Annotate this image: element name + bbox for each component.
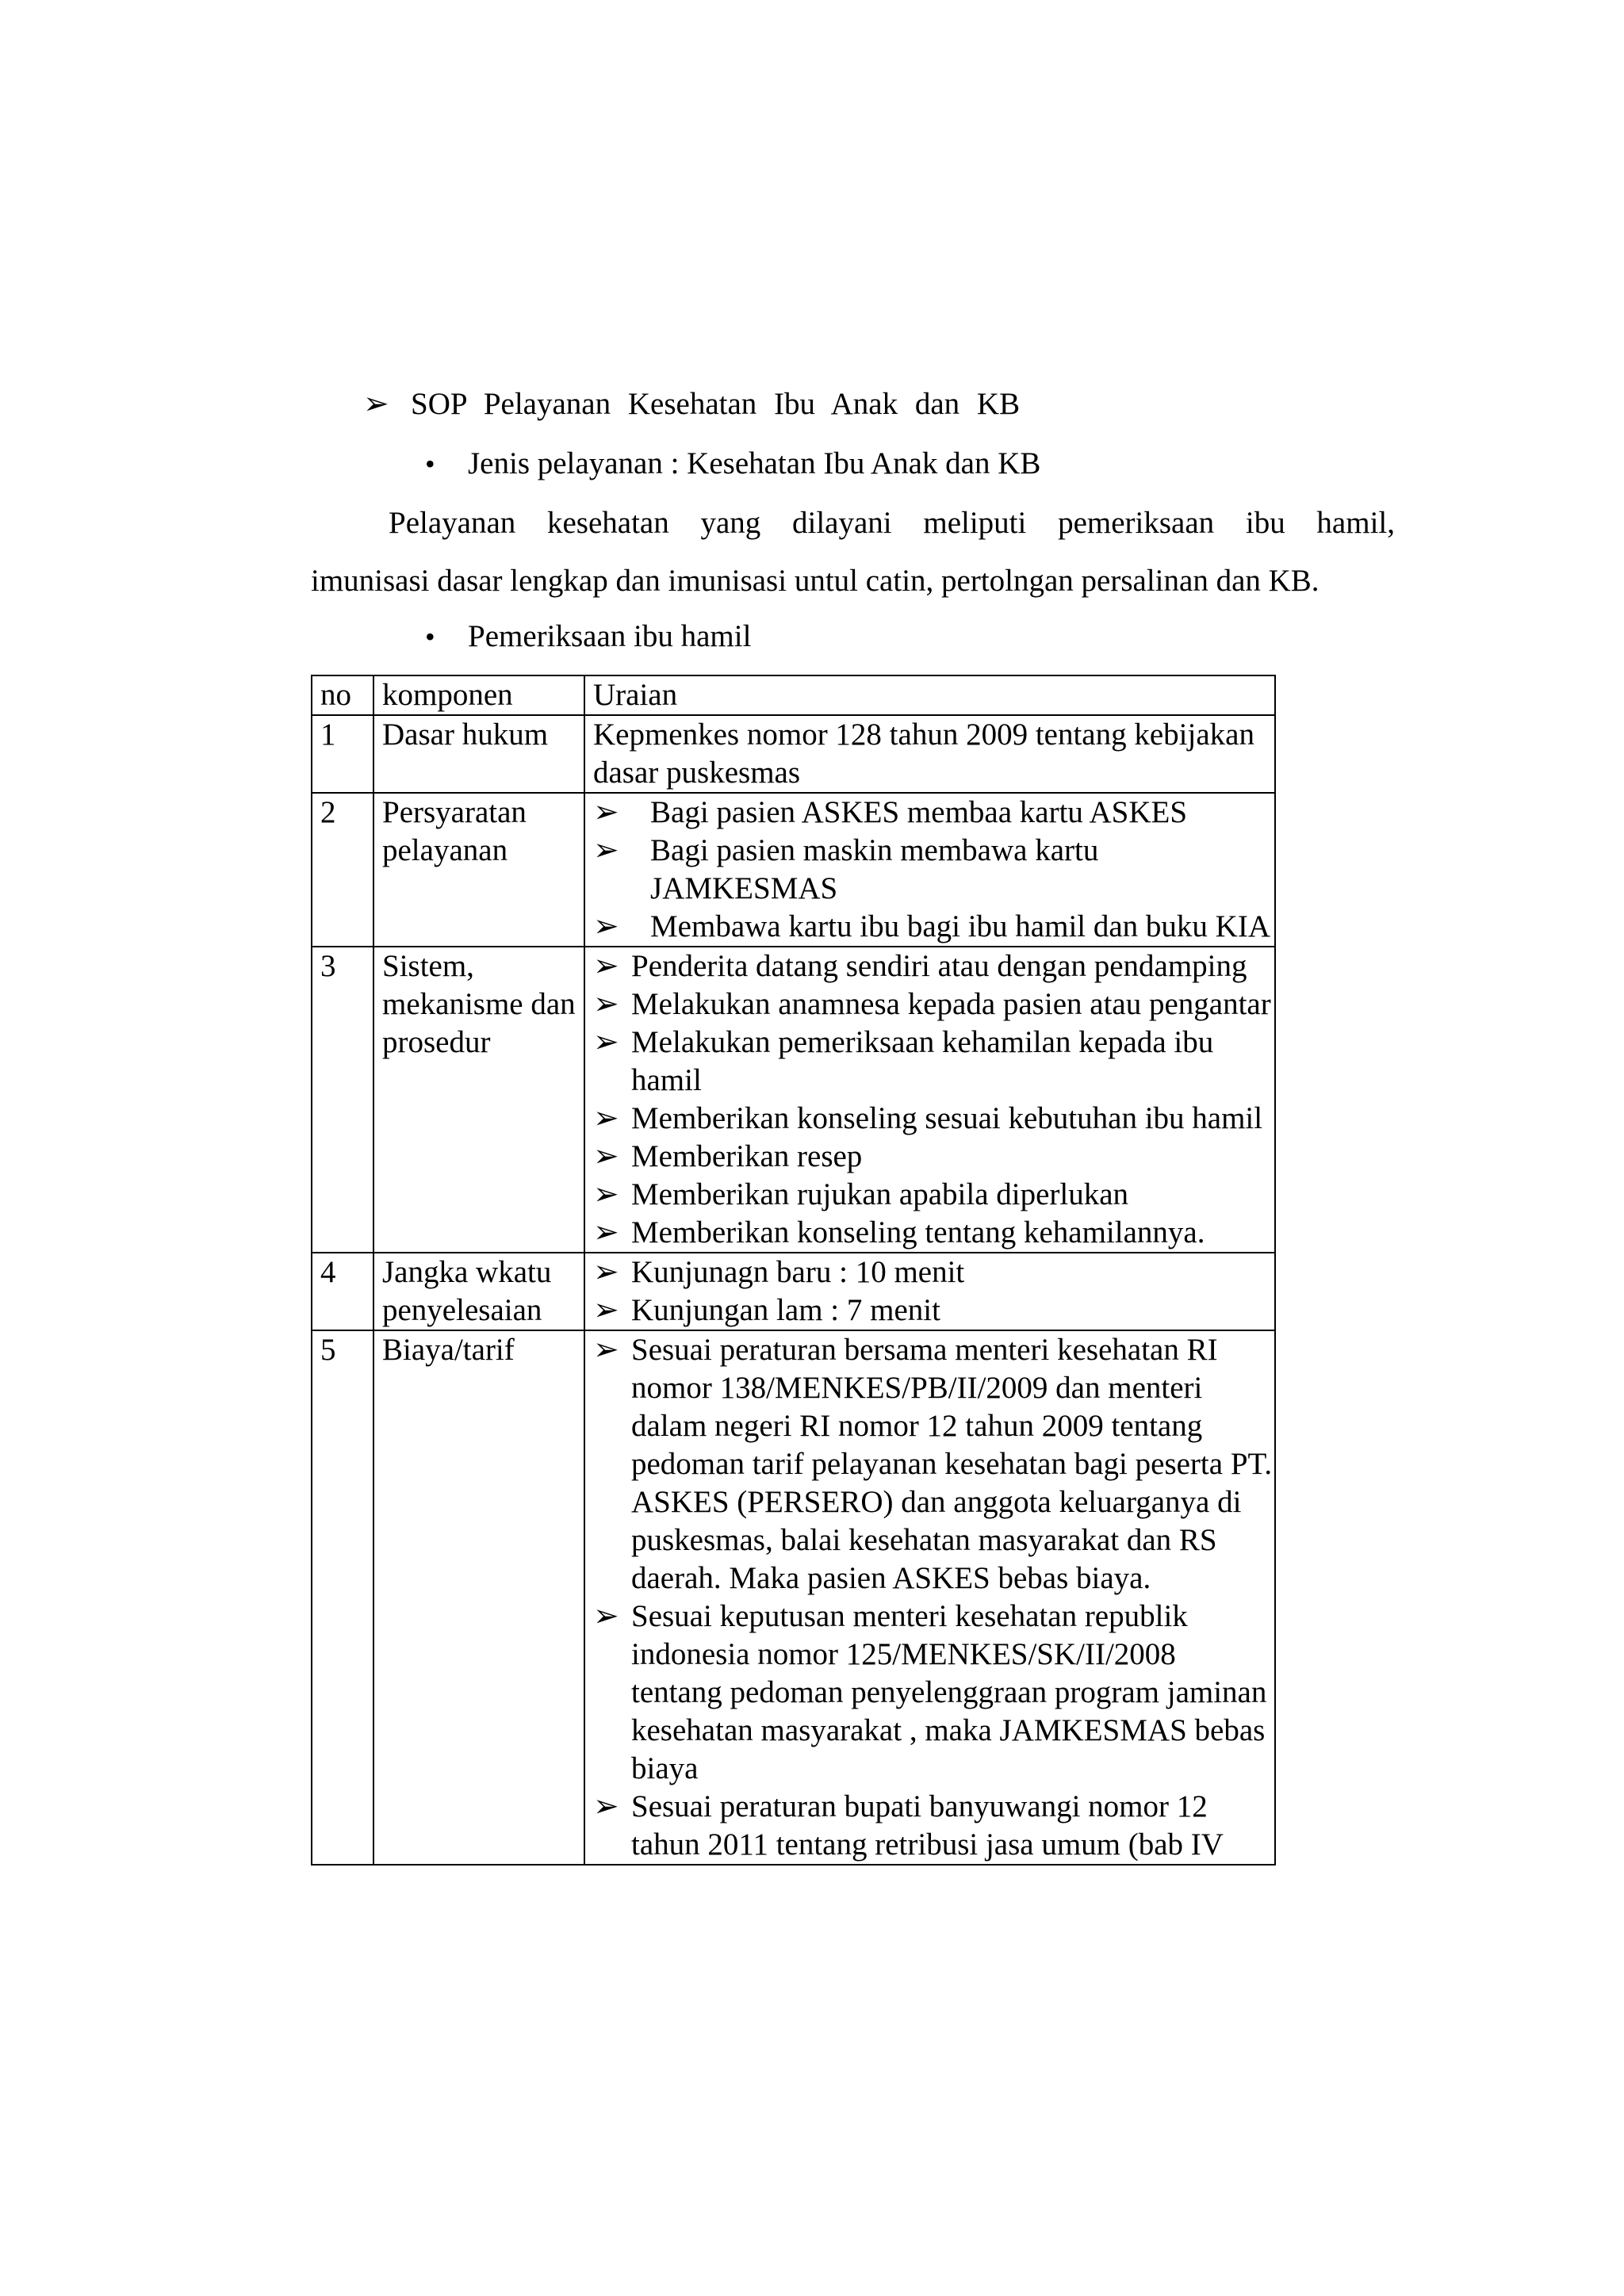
cell-no: 3 bbox=[312, 947, 373, 1253]
arrow-bullet-icon: ➢ bbox=[593, 833, 619, 867]
paragraph-line-1: Pelayanan kesehatan yang dilayani meliputi pemeriksaan ibu hamil, bbox=[389, 506, 1395, 540]
list-item: ➢ Kunjunagn baru : 10 menit bbox=[593, 1253, 1274, 1292]
cell-uraian bbox=[584, 1330, 1275, 1865]
list-item: ➢ Sesuai peraturan bupati banyuwangi nomor 12 tahun 2011 tentang retribusi jasa umum (bab IV bbox=[593, 1789, 1224, 1862]
list-item: ➢ Melakukan pemeriksaan kehamilan kepada ibu hamil bbox=[593, 1025, 1214, 1097]
cell-komponen: Dasar hukum bbox=[373, 715, 584, 793]
arrow-bullet-icon: ➢ bbox=[593, 1255, 619, 1289]
arrow-bullet-icon: ➢ bbox=[363, 387, 389, 421]
bullet-jenis-pelayanan bbox=[425, 442, 1040, 485]
table-row bbox=[312, 1253, 1275, 1330]
arrow-bullet-icon: ➢ bbox=[593, 1101, 619, 1135]
uraian-list bbox=[593, 794, 1274, 946]
table-row bbox=[312, 793, 1275, 947]
paragraph-line-2: imunisasi dasar lengkap dan imunisasi untul catin, pertolngan persalinan dan KB. bbox=[311, 564, 1320, 598]
list-item: ➢ Bagi pasien maskin membawa kartu JAMKESMAS bbox=[593, 833, 1099, 905]
list-item: ➢ Memberikan konseling tentang kehamilannya. bbox=[593, 1214, 1274, 1252]
cell-no: 1 bbox=[312, 715, 373, 793]
arrow-bullet-icon: ➢ bbox=[593, 1215, 619, 1249]
uraian-list bbox=[593, 1331, 1274, 1864]
header-komponen: komponen bbox=[373, 675, 584, 715]
arrow-bullet-icon: ➢ bbox=[593, 795, 619, 829]
list-item: ➢ Memberikan resep bbox=[593, 1138, 1274, 1176]
cell-komponen: Persyaratan pelayanan bbox=[373, 793, 584, 947]
cell-uraian bbox=[584, 793, 1275, 947]
arrow-bullet-icon: ➢ bbox=[593, 1139, 619, 1173]
cell-komponen: Biaya/tarif bbox=[373, 1330, 584, 1865]
cell-uraian bbox=[584, 947, 1275, 1253]
arrow-bullet-icon: ➢ bbox=[593, 949, 619, 983]
bullet-pemeriksaan bbox=[425, 615, 751, 658]
list-item: ➢ Melakukan anamnesa kepada pasien atau pengantar bbox=[593, 985, 1274, 1024]
arrow-bullet-icon: ➢ bbox=[593, 987, 619, 1021]
dot-bullet-icon: • bbox=[425, 448, 435, 480]
list-item: ➢ Sesuai keputusan menteri kesehatan republik indonesia nomor 125/MENKES/SK/II/2008 tentang pedoman penyelenggraan program jaminan kesehatan masyarakat , maka JAMKESMAS bebas biaya bbox=[593, 1599, 1267, 1785]
header-no: no bbox=[312, 675, 373, 715]
arrow-bullet-icon: ➢ bbox=[593, 1177, 619, 1211]
table-row bbox=[312, 1330, 1275, 1865]
section-heading bbox=[363, 383, 1020, 426]
cell-komponen: Sistem, mekanisme dan prosedur bbox=[373, 947, 584, 1253]
list-item: ➢ Bagi pasien ASKES membaa kartu ASKES bbox=[593, 794, 1274, 832]
uraian-list bbox=[593, 1253, 1274, 1330]
list-item: ➢ Kunjungan lam : 7 menit bbox=[593, 1292, 1274, 1330]
header-uraian: Uraian bbox=[584, 675, 1275, 715]
arrow-bullet-icon: ➢ bbox=[593, 909, 619, 943]
cell-no: 2 bbox=[312, 793, 373, 947]
list-item: ➢ Memberikan konseling sesuai kebutuhan ibu hamil bbox=[593, 1100, 1274, 1138]
cell-no: 5 bbox=[312, 1330, 373, 1865]
list-item: ➢ Membawa kartu ibu bagi ibu hamil dan buku KIA bbox=[593, 908, 1274, 946]
bullet-text: Pemeriksaan ibu hamil bbox=[468, 619, 752, 653]
table-row bbox=[312, 715, 1275, 793]
bullet-text: Jenis pelayanan : Kesehatan Ibu Anak dan KB bbox=[468, 446, 1041, 480]
arrow-bullet-icon: ➢ bbox=[593, 1789, 619, 1823]
dot-bullet-icon: • bbox=[425, 621, 435, 652]
sop-table bbox=[311, 675, 1276, 1866]
cell-komponen: Jangka wkatu penyelesaian bbox=[373, 1253, 584, 1330]
table-header-row bbox=[312, 675, 1275, 715]
list-item: ➢ Penderita datang sendiri atau dengan pendamping bbox=[593, 947, 1274, 985]
uraian-list bbox=[593, 947, 1274, 1252]
list-item: ➢ Memberikan rujukan apabila diperlukan bbox=[593, 1176, 1274, 1214]
arrow-bullet-icon: ➢ bbox=[593, 1293, 619, 1327]
arrow-bullet-icon: ➢ bbox=[593, 1025, 619, 1059]
cell-uraian: Kepmenkes nomor 128 tahun 2009 tentang kebijakan dasar puskesmas bbox=[584, 715, 1275, 793]
heading-text: SOP Pelayanan Kesehatan Ibu Anak dan KB bbox=[411, 387, 1021, 421]
cell-uraian bbox=[584, 1253, 1275, 1330]
arrow-bullet-icon: ➢ bbox=[593, 1599, 619, 1633]
table-row bbox=[312, 947, 1275, 1253]
list-item: ➢ Sesuai peraturan bersama menteri kesehatan RI nomor 138/MENKES/PB/II/2009 dan menteri dalam negeri RI nomor 12 tahun 2009 tentang pedoman tarif pelayanan kesehatan bagi peserta PT. ASKES (PERSERO) dan anggota keluarganya di puskesmas, balai kesehatan masyarakat dan RS daerah. Maka pasien ASKES bebas biaya. bbox=[593, 1333, 1273, 1595]
arrow-bullet-icon: ➢ bbox=[593, 1333, 619, 1367]
cell-no: 4 bbox=[312, 1253, 373, 1330]
